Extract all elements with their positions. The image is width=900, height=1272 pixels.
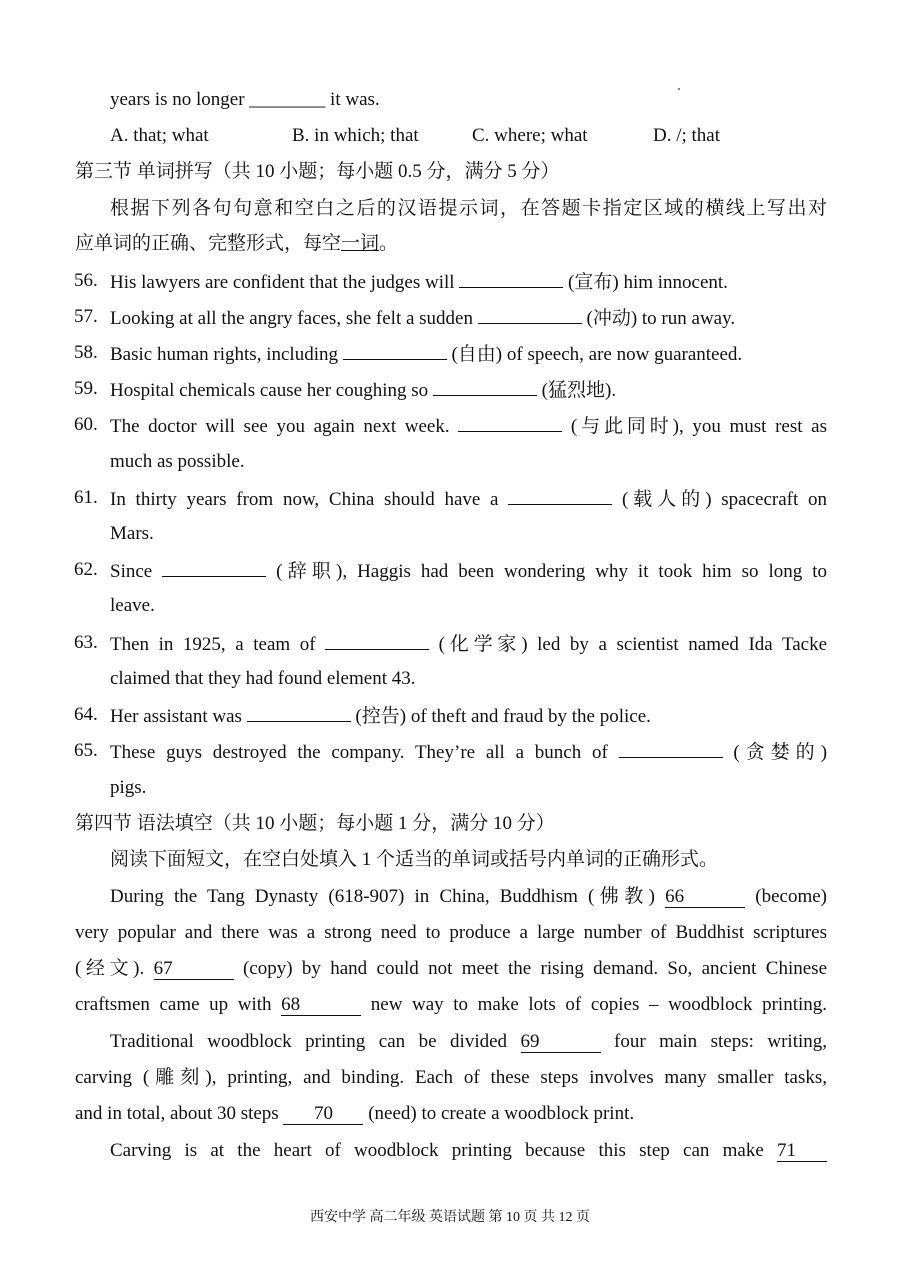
q60-blank xyxy=(458,413,562,432)
q56-number: 56. xyxy=(74,270,98,291)
q64-text xyxy=(110,703,651,729)
q60-text xyxy=(110,413,827,439)
blank-66: 66 xyxy=(665,887,745,908)
q63-hint: (化学家) xyxy=(438,634,528,655)
passage-line-6: carving (雕刻), printing, and binding. Each of these steps involves many smaller tasks, xyxy=(75,1067,827,1088)
blank-67: 67 xyxy=(154,959,234,980)
passage-line-8 xyxy=(110,1139,827,1163)
blank-71: 71 xyxy=(777,1141,827,1162)
q61-number: 61. xyxy=(74,487,98,508)
q57-text xyxy=(110,305,735,331)
passage-text: new way to make lots of copies – woodblock printing. xyxy=(370,994,828,1015)
instruction-text: 应单词的正确、完整形式，每空 xyxy=(75,233,342,254)
q57-before: Looking at all the angry faces, she felt a sudden xyxy=(110,308,473,329)
passage-line-4 xyxy=(75,993,827,1017)
section3-instruction-line1: 根据下列各句句意和空白之后的汉语提示词，在答题卡指定区域的横线上写出对 xyxy=(110,198,827,219)
passage-text: Traditional woodblock printing can be divided xyxy=(110,1031,508,1052)
q61-after: spacecraft on xyxy=(721,489,828,510)
q63-number: 63. xyxy=(74,632,98,653)
section4-instruction: 阅读下面短文，在空白处填入 1 个适当的单词或括号内单词的正确形式。 xyxy=(110,849,719,870)
blank-68: 68 xyxy=(281,995,361,1016)
q56-hint: (宣布) xyxy=(568,272,619,293)
q64-number: 64. xyxy=(74,704,98,725)
passage-text: During the Tang Dynasty (618-907) in China, Buddhism (佛教) xyxy=(110,886,655,907)
passage-text: (经文). xyxy=(75,958,145,979)
q58-blank xyxy=(343,341,447,360)
q56-blank xyxy=(459,269,563,288)
q59-text xyxy=(110,377,616,403)
q60-hint: (与此同时), xyxy=(570,416,684,437)
q58-before: Basic human rights, including xyxy=(110,344,338,365)
section3-heading: 第三节 单词拼写（共 10 小题；每小题 0.5 分，满分 5 分） xyxy=(75,161,560,182)
q65-text xyxy=(110,739,827,765)
q65-before: These guys destroyed the company. They’re all a bunch of xyxy=(110,742,608,763)
q61-text xyxy=(110,486,827,512)
q62-text xyxy=(110,558,827,584)
q65-blank xyxy=(619,739,723,758)
q65-hint: (贪婪的) xyxy=(733,742,828,763)
q59-blank xyxy=(433,377,537,396)
q59-hint: (猛烈地). xyxy=(541,380,617,401)
passage-text: (become) xyxy=(755,886,828,907)
q57-blank xyxy=(478,305,582,324)
q60-continuation: much as possible. xyxy=(110,451,245,472)
q60-before: The doctor will see you again next week. xyxy=(110,416,450,437)
q59-number: 59. xyxy=(74,378,98,399)
speck xyxy=(678,88,680,90)
instruction-emphasis: 一词 xyxy=(341,233,380,254)
q58-after: of speech, are now guaranteed. xyxy=(506,344,743,365)
passage-text: and in total, about 30 steps xyxy=(75,1103,279,1124)
section4-heading: 第四节 语法填空（共 10 小题；每小题 1 分，满分 10 分） xyxy=(75,813,555,834)
q64-blank xyxy=(247,703,351,722)
option-a: A. that; what xyxy=(110,125,209,146)
section3-instruction-line2 xyxy=(75,232,398,256)
q58-number: 58. xyxy=(74,342,98,363)
q63-continuation: claimed that they had found element 43. xyxy=(110,668,416,689)
passage-text: (copy) by hand could not meet the rising demand. So, ancient Chinese xyxy=(242,958,828,979)
passage-text: Carving is at the heart of woodblock printing because this step can make xyxy=(110,1140,764,1161)
q62-number: 62. xyxy=(74,559,98,580)
q65-continuation: pigs. xyxy=(110,777,147,798)
q62-after: Haggis had been wondering why it took him so long to xyxy=(357,561,828,582)
q63-after: led by a scientist named Ida Tacke xyxy=(537,634,828,655)
q57-hint: (冲动) xyxy=(586,308,638,329)
q62-before: Since xyxy=(110,561,153,582)
q63-before: Then in 1925, a team of xyxy=(110,634,316,655)
q58-hint: (自由) xyxy=(451,344,503,365)
q64-hint: (控告) xyxy=(355,706,407,727)
passage-line-7 xyxy=(75,1102,634,1126)
passage-text: craftsmen came up with xyxy=(75,994,272,1015)
q60-number: 60. xyxy=(74,414,98,435)
passage-line-2: very popular and there was a strong need to produce a large number of Buddhist scriptures xyxy=(75,922,827,943)
q61-continuation: Mars. xyxy=(110,523,154,544)
q56-text xyxy=(110,269,728,295)
q63-blank xyxy=(325,631,429,650)
q64-before: Her assistant was xyxy=(110,706,242,727)
q60-after: you must rest as xyxy=(692,416,827,437)
blank-69: 69 xyxy=(521,1032,601,1053)
q57-number: 57. xyxy=(74,306,98,327)
q65-number: 65. xyxy=(74,740,98,761)
option-b: B. in which; that xyxy=(292,125,419,146)
blank-70: 70 xyxy=(283,1104,363,1125)
q56-after: him innocent. xyxy=(623,272,728,293)
q61-blank xyxy=(508,486,612,505)
prev-question-tail: years is no longer ________ it was. xyxy=(110,89,380,110)
q59-before: Hospital chemicals cause her coughing so xyxy=(110,380,429,401)
page-footer: 西安中学 高二年级 英语试题 第 10 页 共 12 页 xyxy=(310,1210,590,1225)
passage-text: (need) to create a woodblock print. xyxy=(368,1103,635,1124)
option-c: C. where; what xyxy=(472,125,588,146)
q62-continuation: leave. xyxy=(110,595,155,616)
q58-text xyxy=(110,341,742,367)
passage-text: four main steps: writing, xyxy=(614,1031,828,1052)
q62-blank xyxy=(162,558,266,577)
q64-after: of theft and fraud by the police. xyxy=(410,706,651,727)
q63-text xyxy=(110,631,827,657)
q62-hint: (辞职), xyxy=(276,561,348,582)
passage-line-3 xyxy=(75,957,827,981)
q61-hint: (载人的) xyxy=(621,489,712,510)
q57-after: to run away. xyxy=(641,308,736,329)
q56-before: His lawyers are confident that the judges will xyxy=(110,272,455,293)
q61-before: In thirty years from now, China should have a xyxy=(110,489,499,510)
passage-line-1 xyxy=(110,885,827,909)
option-d: D. /; that xyxy=(653,125,721,146)
passage-line-5 xyxy=(110,1030,827,1054)
instruction-period: 。 xyxy=(379,233,399,254)
